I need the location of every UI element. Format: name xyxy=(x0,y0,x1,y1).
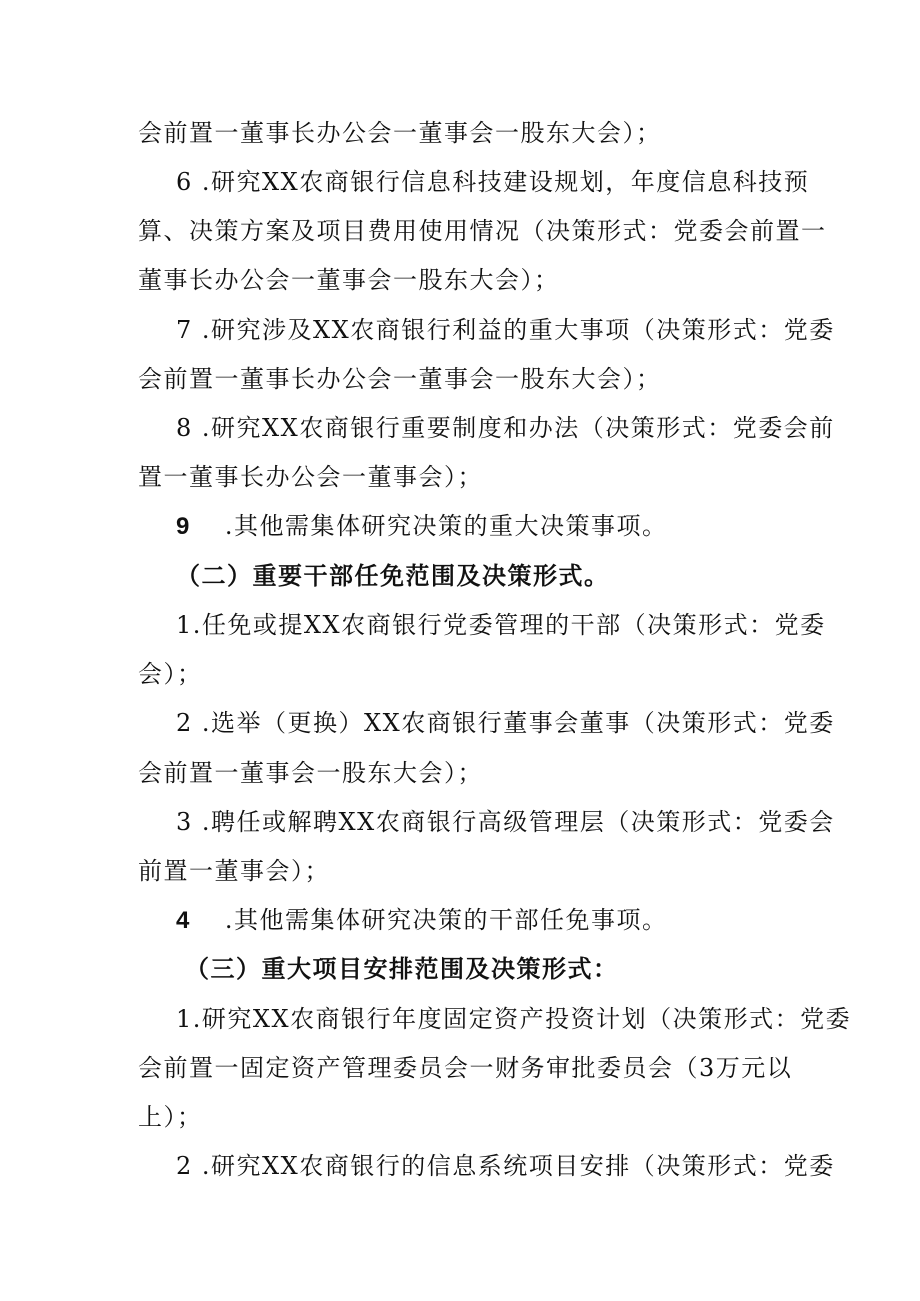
text-line: 置一董事长办公会一董事会）； xyxy=(138,463,483,491)
list-item-8: 8 .研究XX农商银行重要制度和办法（决策形式：党委会前 xyxy=(176,414,835,442)
text-line: 会前置一固定资产管理委员会一财务审批委员会（3万元以 xyxy=(138,1054,793,1082)
text-line: 会前置一董事会一股东大会）； xyxy=(138,759,483,787)
list-item-1: 1.任免或提XX农商银行党委管理的干部（决策形式：党委 xyxy=(176,611,826,639)
list-item-9 xyxy=(176,510,668,543)
section-heading-2: （二）重要干部任免范围及决策形式。 xyxy=(176,561,610,590)
list-item-2: 2 .选举（更换）XX农商银行董事会董事（决策形式：党委 xyxy=(176,709,835,737)
text-line: 前置一董事会）； xyxy=(138,857,330,885)
text-line: 会）； xyxy=(138,660,203,688)
text-line: 会前置一董事长办公会一董事会一股东大会）； xyxy=(138,119,662,147)
text-line: 会前置一董事长办公会一董事会一股东大会）； xyxy=(138,365,662,393)
text-line: 董事长办公会一董事会一股东大会）； xyxy=(138,266,560,294)
list-item-2: 2 .研究XX农商银行的信息系统项目安排（决策形式：党委 xyxy=(176,1152,835,1180)
list-text: .其他需集体研究决策的重大决策事项。 xyxy=(224,512,668,540)
text-line: 算、决策方案及项目费用使用情况（决策形式：党委会前置一 xyxy=(138,217,827,245)
list-number: 4 xyxy=(176,907,191,934)
text-line: 上）； xyxy=(138,1103,203,1131)
list-text: .其他需集体研究决策的干部任免事项。 xyxy=(224,906,668,934)
list-item-6: 6 .研究XX农商银行信息科技建设规划，年度信息科技预 xyxy=(176,168,810,196)
section-heading-3: （三）重大项目安排范围及决策形式： xyxy=(185,954,619,983)
list-item-1: 1.研究XX农商银行年度固定资产投资计划（决策形式：党委 xyxy=(176,1005,852,1033)
list-item-7: 7 .研究涉及XX农商银行利益的重大事项（决策形式：党委 xyxy=(176,316,835,344)
list-item-4 xyxy=(176,904,668,937)
list-item-3: 3 .聘任或解聘XX农商银行高级管理层（决策形式：党委会 xyxy=(176,808,835,836)
list-number: 9 xyxy=(176,513,191,540)
